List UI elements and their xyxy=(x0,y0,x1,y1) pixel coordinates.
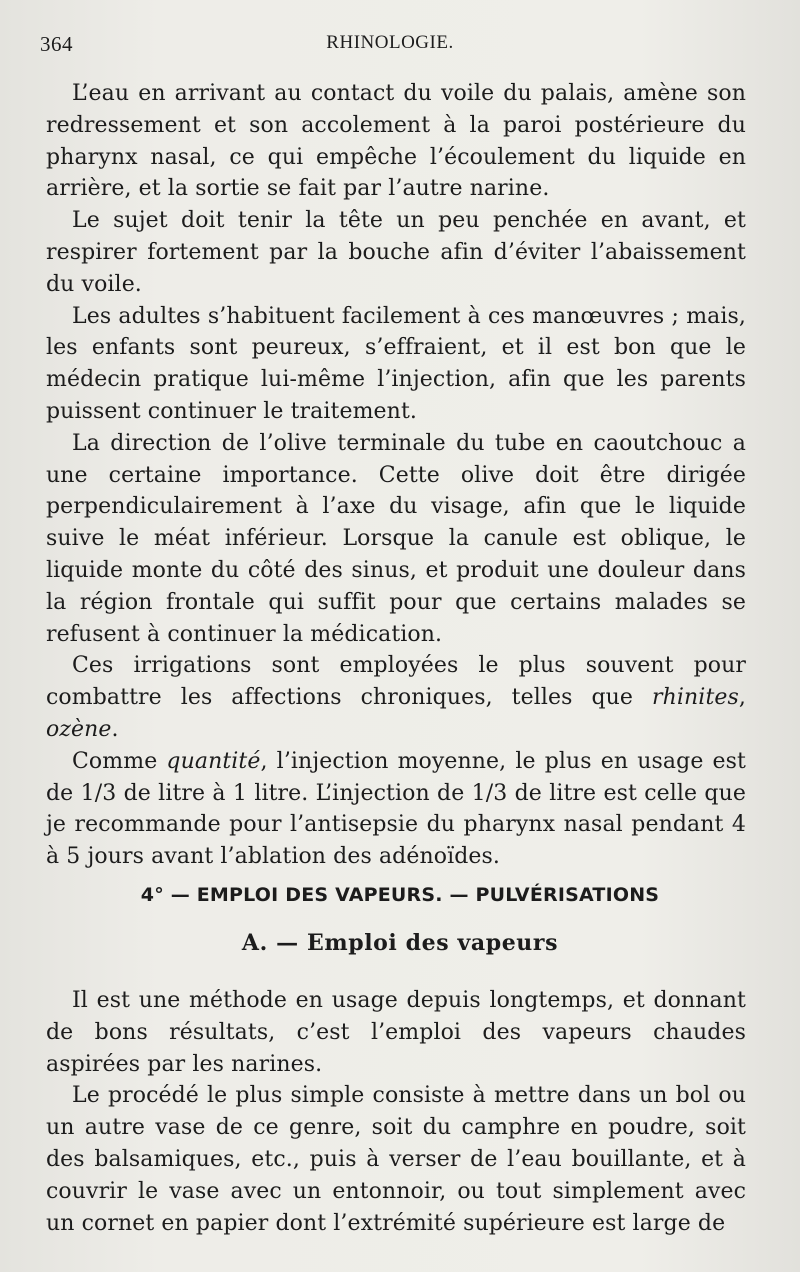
text-run: , xyxy=(738,685,746,711)
italic-term: ozène xyxy=(46,716,112,742)
running-head: RHINOLOGIE. xyxy=(326,32,454,53)
section-heading: 4° — EMPLOI DES VAPEURS. — PULVÉRISATIONS xyxy=(140,884,660,906)
paragraph: Les adultes s’habituent facilement à ces manœuvres ; mais, les enfants sont peureux, s’effraient, et il est bon que le médecin pratique lui-même l’injection, afin que les parents puissent continuer le traitement. xyxy=(46,303,746,424)
italic-term: quantité xyxy=(166,748,261,774)
page-header xyxy=(40,32,740,62)
italic-term: rhinites xyxy=(652,685,739,711)
paragraph: La direction de l’olive terminale du tube en caoutchouc a une certaine importance. Cette olive doit être dirigée perpendiculairement à l’axe du visage, afin que le liquide suive le méat inférieur. Lorsque la canule est oblique, le liquide monte du côté des sinus, et produit une douleur dans la région frontale qui suffit pour que certains malades se refusent à continuer la médication. xyxy=(46,430,746,647)
body-text-lower xyxy=(46,985,746,1239)
text-run: . xyxy=(111,716,119,742)
paragraph xyxy=(46,650,746,745)
paragraph xyxy=(46,746,746,873)
text-run: Ces irrigations sont employées le plus souvent pour combattre les affections chroniques, telles que xyxy=(46,653,746,711)
text-run: Comme xyxy=(72,748,167,774)
paragraph: Le sujet doit tenir la tête un peu penchée en avant, et respirer fortement par la bouche afin d’éviter l’abaissement du voile. xyxy=(46,208,746,297)
paragraph: L’eau en arrivant au contact du voile du palais, amène son redressement et son accolement à la paroi postérieure du pharynx nasal, ce qui empêche l’écoulement du liquide en arrière, et la sortie se fait par l’autre narine. xyxy=(46,81,746,202)
body-text-upper xyxy=(46,78,746,873)
paragraph: Il est une méthode en usage depuis longtemps, et donnant de bons résultats, c’est l’emploi des vapeurs chaudes aspirées par les narines. xyxy=(46,988,746,1077)
subsection-heading: A. — Emploi des vapeurs xyxy=(241,930,559,956)
paragraph: Le procédé le plus simple consiste à mettre dans un bol ou un autre vase de ce genre, soit du camphre en poudre, soit des balsamiques, etc., puis à verser de l’eau bouillante, et à couvrir le vase avec un entonnoir, ou tout simplement avec un cornet en papier dont l’extrémité supérieure est large de xyxy=(46,1083,746,1236)
text-run: , l’injection moyenne, le plus en usage est de 1/3 de litre à 1 litre. L’injection de 1/3 de litre est celle que je recommande pour l’antisepsie du pharynx nasal pendant 4 à 5 jours avant l’ablation des adénoïdes. xyxy=(46,748,746,870)
page-number: 364 xyxy=(40,32,73,56)
